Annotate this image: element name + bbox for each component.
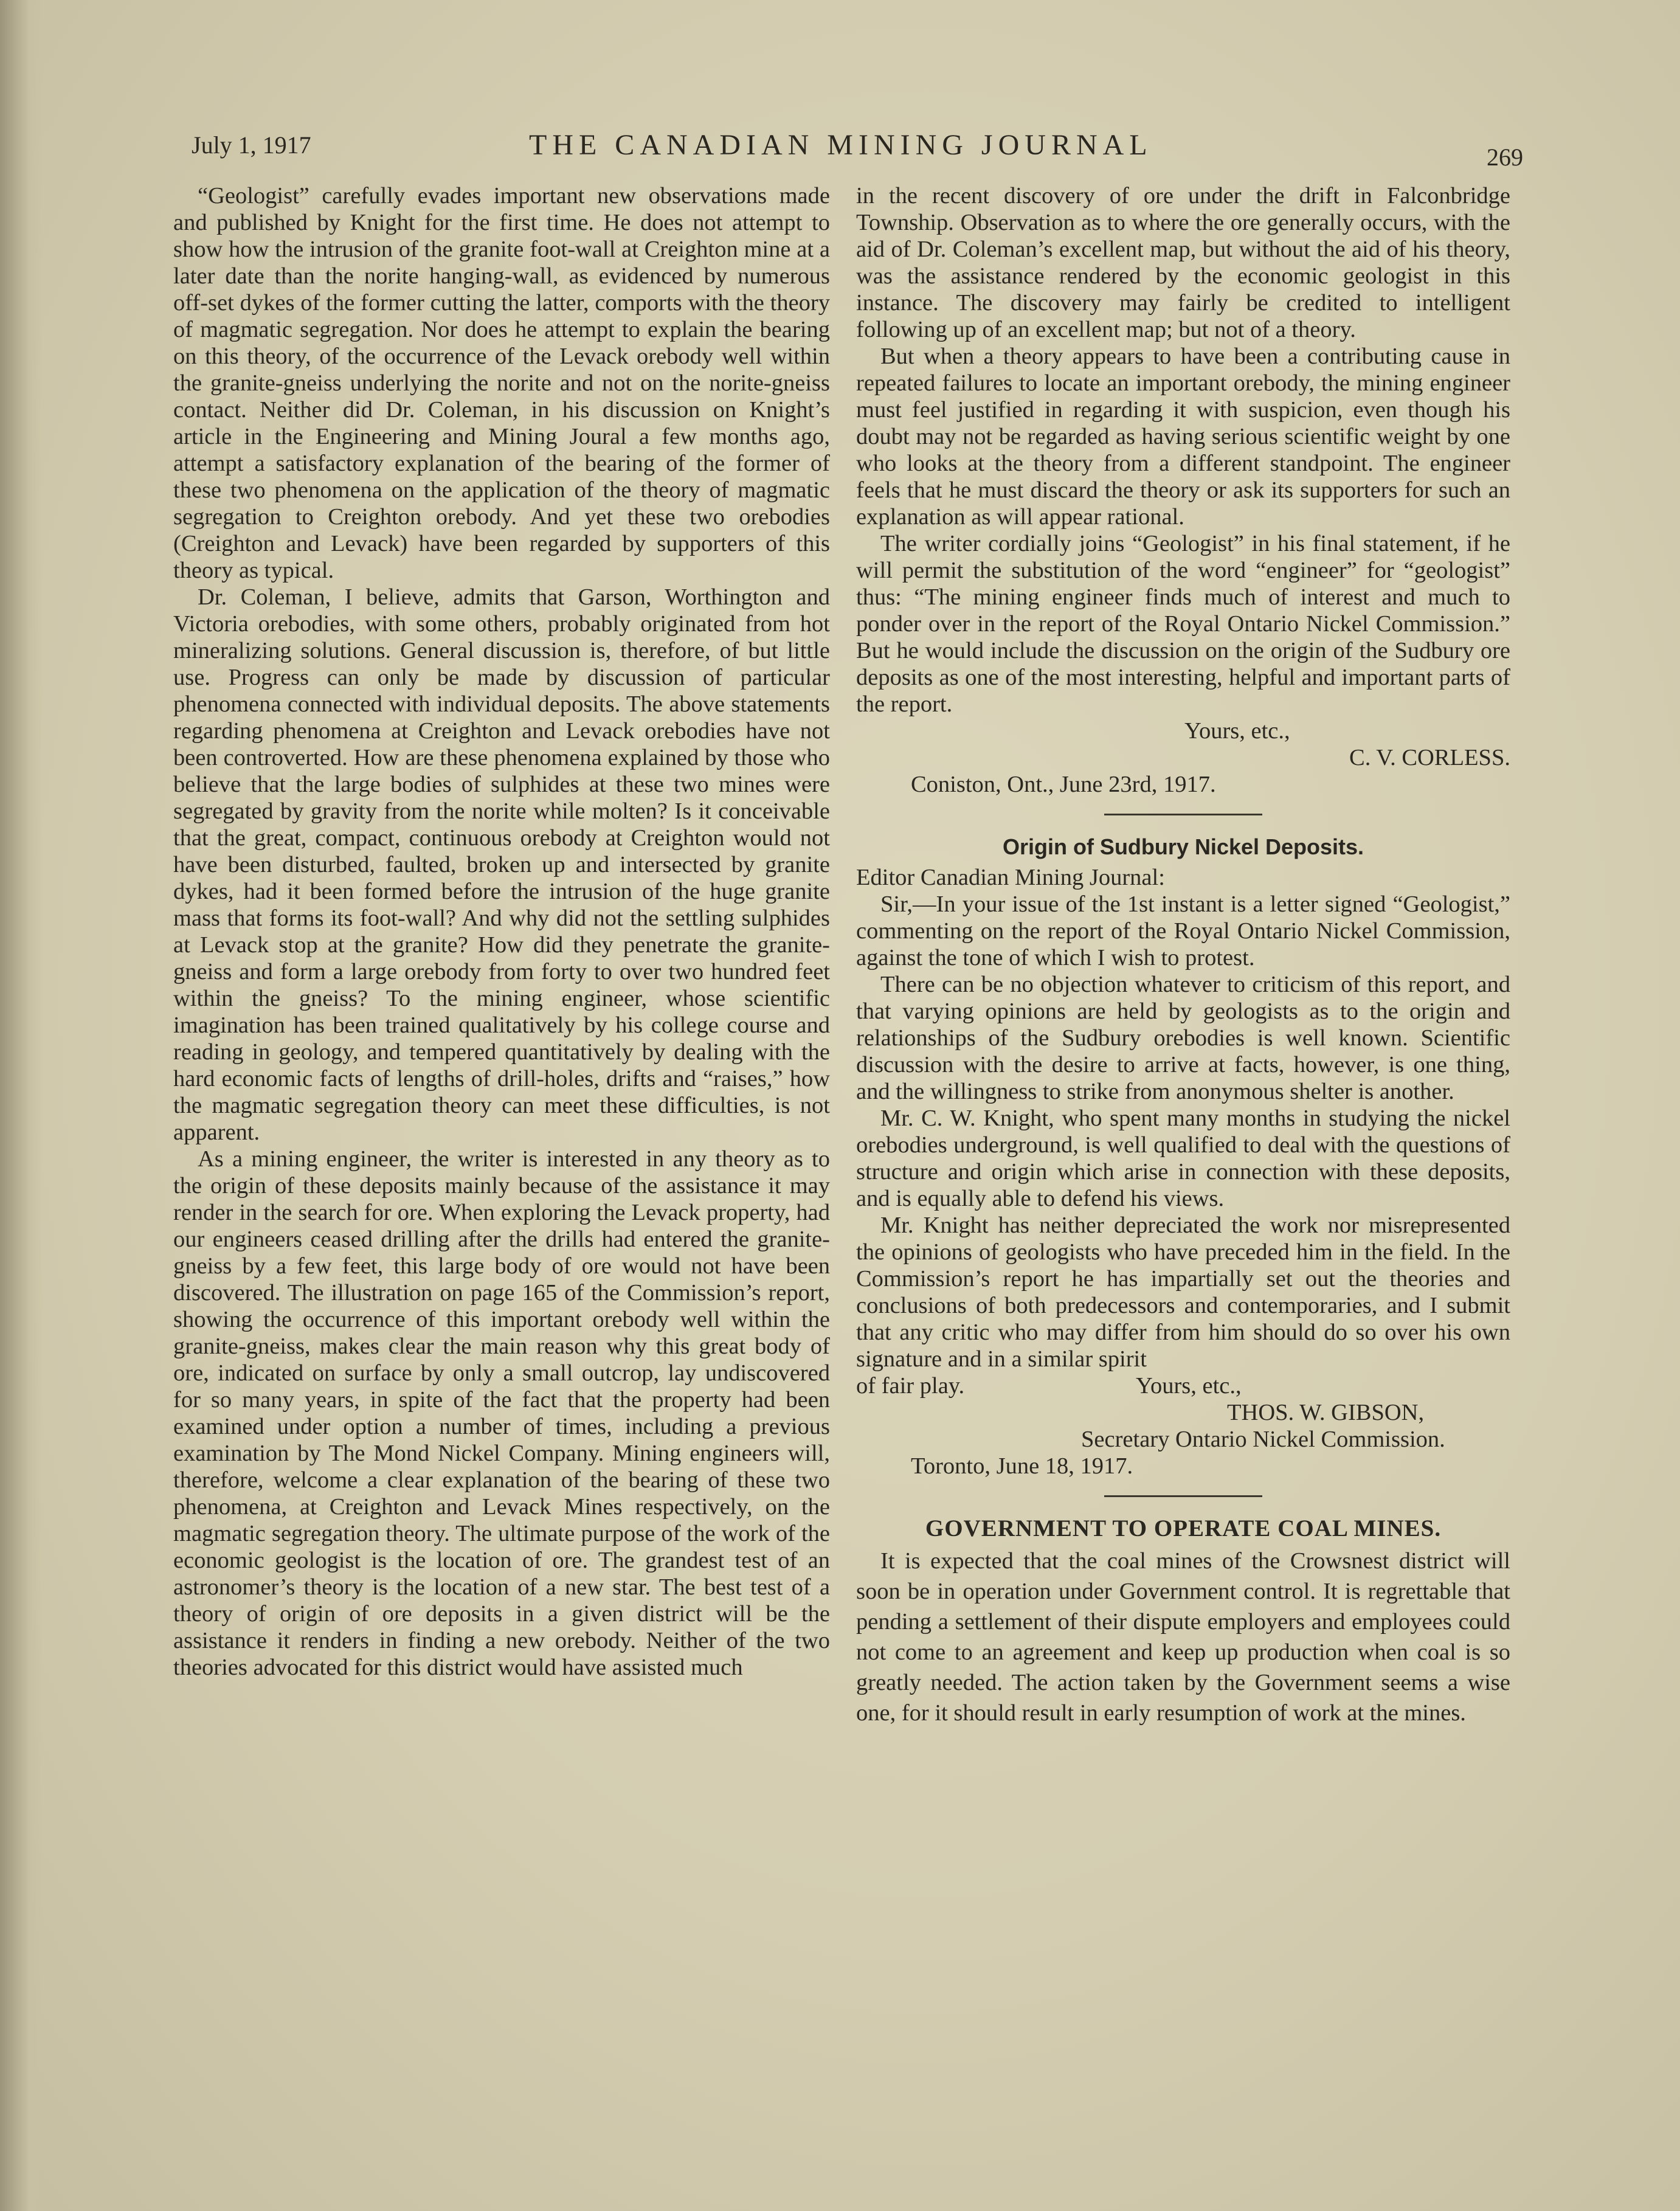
article-body: It is expected that the coal mines of the Crowsnest district will soon be in operation under Government control. It is regrettable that pending a settlement of their dispute employers and employees could not come to an agreement and keep up production when coal is so greatly needed. The action taken by the Government seems a wise one, for it should result in early resumption of work at the mines.: [856, 1548, 1510, 1726]
letter1-paragraph-3: The writer cordially joins “Geologist” in his final statement, if he will permit the substitution of the word “engineer” for “geologist” thus: “The mining engineer finds much of interest and much to ponder over in the report of the Royal Ontario Nickel Commission.” But he would include the discussion on the origin of the Sudbury ore deposits as one of the most interesting, helpful and important parts of the report.: [856, 531, 1510, 717]
page-header: [192, 125, 1523, 171]
section-divider-2: [1104, 1495, 1262, 1497]
right-column: [856, 182, 1510, 1728]
section-divider: [1104, 814, 1262, 815]
letter2-paragraph-2: There can be no objection whatever to criticism of this report, and that varying opinions are held by geologists as to the origin and relationships of the Sudbury orebodies is well known. Scientific discussion with the desire to arrive at facts, however, is one thing, and the willingness to strike from anonymous shelter is another.: [856, 972, 1510, 1104]
letter2-signature-title: Secretary Ontario Nickel Commission.: [1081, 1427, 1445, 1452]
letter2-place-date: Toronto, June 18, 1917.: [911, 1453, 1133, 1479]
letter1-closing: Yours, etc.,: [1184, 718, 1290, 744]
page-number: 269: [1487, 144, 1523, 171]
left-paragraph-2: Dr. Coleman, I believe, admits that Garson, Worthington and Victoria orebodies, with some others, probably originated from hot mineralizing solutions. General discussion is, therefore, of but little use. Progress can only be made by discussion of particular phenomena connected with individual deposits. The above statements regarding phenomena at Creighton and Levack orebodies have not been controverted. How are these phenomena explained by those who believe that the large bodies of sulphides at these two mines were segregated by gravity from the norite while molten? Is it conceivable that the great, compact, continuous orebody at Creighton would not have been disturbed, faulted, broken up and intersected by granite dykes, had it been formed before the intrusion of the huge granite mass that forms its foot-wall? And why did not the settling sulphides at Levack stop at the granite? How did they penetrate the granite-gneiss and form a large orebody from forty to over two hundred feet within the gneiss? To the mining engineer, whose scientific imagination has been trained qualitatively by his college course and reading in geology, and tempered quantitatively by dealing with the hard economic facts of lengths of drill-holes, drifts and “raises,” how the magmatic segregation theory can meet these difficulties, is not apparent.: [173, 584, 830, 1145]
letter2-last-line: of fair play.: [856, 1373, 965, 1399]
letter1-place-date: Coniston, Ont., June 23rd, 1917.: [911, 772, 1216, 797]
letter1-paragraph-1: in the recent discovery of ore under the drift in Falconbridge Township. Observation as to where the ore generally occurs, with the aid of Dr. Coleman’s excellent map, but without the aid of his theory, was the assistance rendered by the economic geologist in this instance. The discovery may fairly be credited to intelligent following up of an excellent map; but not of a theory.: [856, 183, 1510, 342]
page-gutter-shadow: [0, 0, 43, 2211]
letter2-closing: Yours, etc.,: [1136, 1373, 1242, 1399]
letter1-paragraph-2: But when a theory appears to have been a contributing cause in repeated failures to locate an important orebody, the mining engineer must feel justified in regarding it with suspicion, even though his doubt may not be regarded as having serious scientific weight by one who looks at the theory from a different standpoint. The engineer feels that he must discard the theory or ask its supporters for such an explanation as will appear rational.: [856, 344, 1510, 530]
issue-date: July 1, 1917: [192, 131, 311, 159]
journal-title: THE CANADIAN MINING JOURNAL: [529, 129, 1153, 161]
letter2-signature: THOS. W. GIBSON,: [1227, 1400, 1425, 1425]
letter2-paragraph-1: Sir,—In your issue of the 1st instant is a letter signed “Geologist,” commenting on the report of the Royal Ontario Nickel Commission, against the tone of which I wish to protest.: [856, 891, 1510, 971]
letter2-closing-line: [856, 1372, 1510, 1399]
article-heading: GOVERNMENT TO OPERATE COAL MINES.: [925, 1515, 1442, 1541]
left-column: [173, 182, 830, 1681]
left-paragraph-1: “Geologist” carefully evades important new observations made and published by Knight for the first time. He does not attempt to show how the intrusion of the granite foot-wall at Creighton mine at a later date than the norite hanging-wall, as evidenced by numerous off-set dykes of the former cutting the latter, comports with the theory of magmatic segregation. Nor does he attempt to explain the bearing on this theory, of the occurrence of the Levack orebody well within the granite-gneiss underlying the norite and not on the norite-gneiss contact. Neither did Dr. Coleman, in his discussion on Knight’s article in the Engineering and Mining Joural a few months ago, attempt a satisfactory explanation of the bearing of the former of these two phenomena on the application of the theory of magmatic segregation to Creighton orebody. And yet these two orebodies (Creighton and Levack) have been regarded by supporters of this theory as typical.: [173, 183, 830, 583]
letter2-paragraph-4: Mr. Knight has neither depreciated the work nor misrepresented the opinions of geologists who have preceded him in the field. In the Commission’s report he has impartially set out the theories and conclusions of both predecessors and contemporaries, and I submit that any critic who may differ from him should do so over his own signature and in a similar spirit: [856, 1213, 1510, 1372]
letter2-paragraph-3: Mr. C. W. Knight, who spent many months in studying the nickel orebodies underground, is well qualified to deal with the questions of structure and origin which arise in connection with these deposits, and is equally able to defend his views.: [856, 1106, 1510, 1211]
letter2-heading: Origin of Sudbury Nickel Deposits.: [1002, 834, 1364, 859]
left-paragraph-3: As a mining engineer, the writer is interested in any theory as to the origin of these deposits mainly because of the assistance it may render in the search for ore. When exploring the Levack property, had our engineers ceased drilling after the drills had entered the granite-gneiss by a few feet, this large body of ore would not have been discovered. The illustration on page 165 of the Commission’s report, showing the occurrence of this important orebody well within the granite-gneiss, makes clear the main reason why this great body of ore, indicated on surface by only a small outcrop, lay undiscovered for so many years, in spite of the fact that the property had been examined under option a number of times, including a previous examination by The Mond Nickel Company. Mining engineers will, therefore, welcome a clear explanation of the bearing of these two phenomena, at Creighton and Levack Mines respectively, on the magmatic segregation theory. The ultimate purpose of the work of the economic geologist is the location of ore. The grandest test of an astronomer’s theory is the location of a new star. The best test of a theory of origin of ore deposits in a given district will be the assistance it renders in finding a new orebody. Neither of the two theories advocated for this district would have assisted much: [173, 1146, 830, 1680]
letter1-signature: C. V. CORLESS.: [1349, 745, 1510, 770]
letter2-salutation: Editor Canadian Mining Journal:: [856, 865, 1165, 890]
